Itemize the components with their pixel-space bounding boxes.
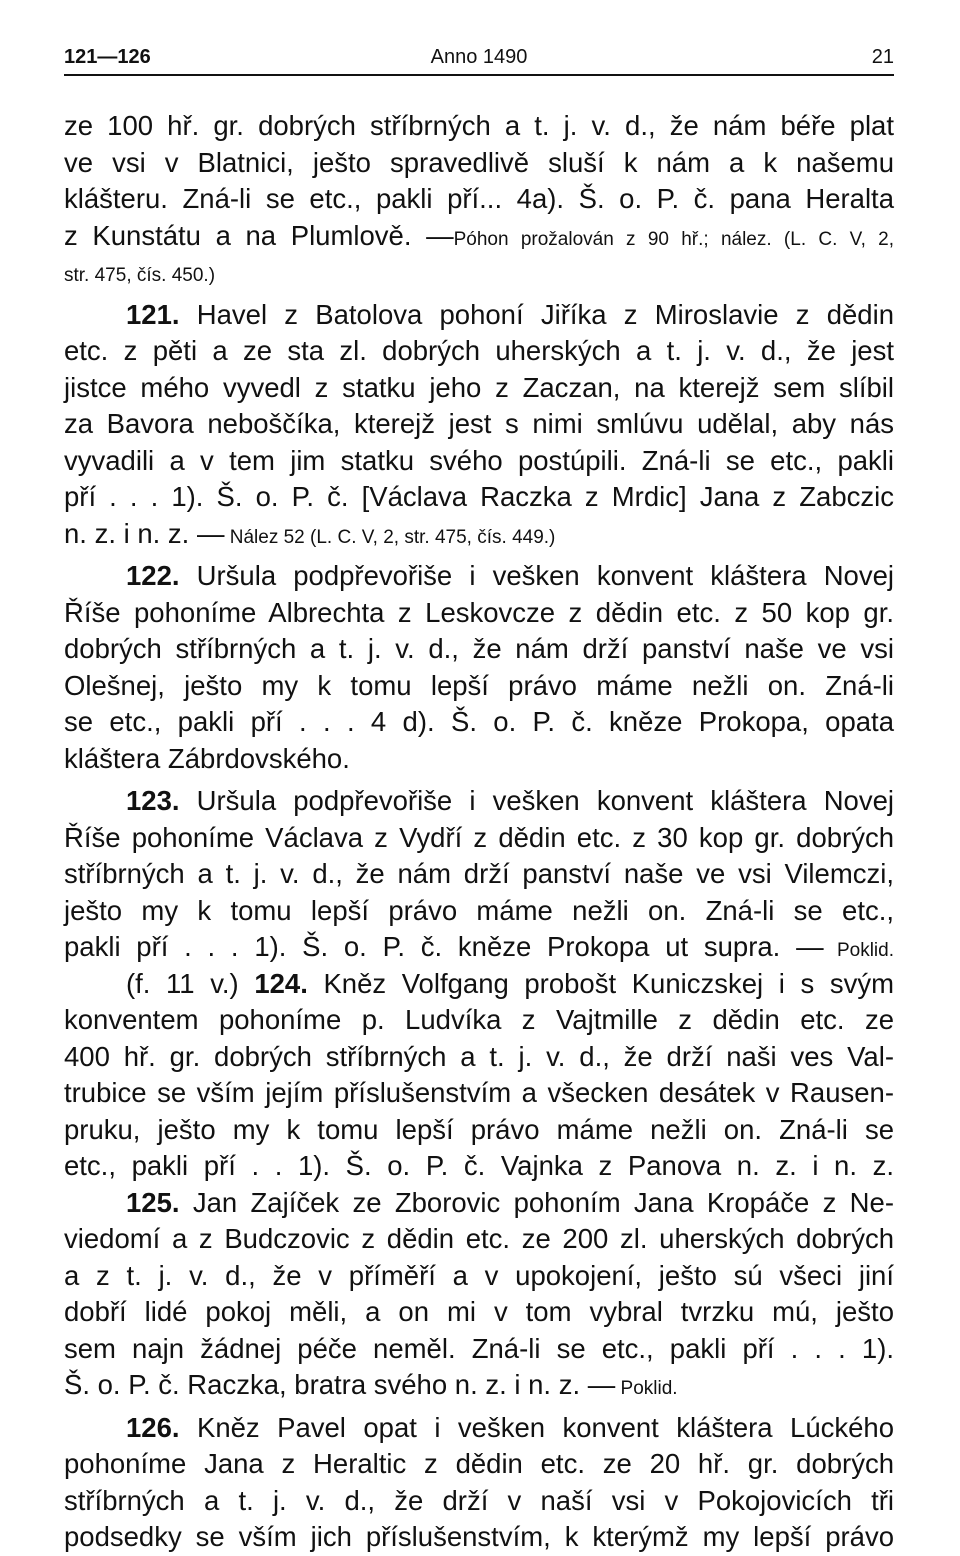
text-line: [64, 1185, 894, 1222]
body-text: [64, 108, 894, 1556]
note-text: Poklid.: [823, 940, 894, 961]
text-line: [64, 1483, 894, 1520]
text-line: [64, 297, 894, 334]
line-text: za Bavora neboščíka, kterejž jest s nimi smlúvu udělal, aby nás: [64, 408, 894, 439]
page-header: [64, 42, 894, 72]
text-line: [64, 595, 894, 632]
text-line: [64, 370, 894, 407]
line-text: Jan Zajíček ze Zborovic pohoním Jana Kropáče z Ne-: [179, 1186, 894, 1218]
note-text: str. 475, čís. 450.): [64, 265, 216, 286]
line-text: dobří lidé pokoj měli, a on mi v tom vybral tvrzku mú, ješto: [64, 1296, 894, 1327]
entry-number: 124.: [254, 967, 308, 999]
text-line: [64, 443, 894, 480]
text-line: [64, 1519, 894, 1556]
line-text: vyvadili a v tem jim statku svého postúpili. Zná-li se etc., pakli: [64, 444, 894, 476]
text-line: [64, 856, 894, 893]
text-line: [64, 479, 894, 516]
running-title: Anno 1490: [430, 46, 528, 68]
text-line: [64, 783, 894, 820]
entry-number: 123.: [126, 785, 180, 816]
line-text: se etc., pakli pří . . . 4 d). Š. o. P. č. kněze Prokopa, opata: [64, 706, 894, 737]
line-text: Olešnej, ješto my k tomu lepší právo máme nežli on. Zná-li: [64, 669, 894, 701]
note-text: Póhon prožalován z 90 hř.; nález. (L. C. V, 2,: [453, 228, 894, 250]
header-rule: [64, 74, 894, 76]
entry-range: 121—126: [64, 46, 151, 68]
line-text: Říše pohoníme Albrechta z Leskovcze z dědin etc. z 50 kop gr.: [64, 596, 894, 628]
text-line: [64, 704, 894, 741]
entry-number: 121.: [126, 298, 180, 330]
line-text: 400 hř. gr. dobrých stříbrných a t. j. v. d., že drží naši ves Val-: [64, 1040, 894, 1072]
text-line: [64, 741, 894, 778]
line-text: Uršula podpřevořiše i vešken konvent kláštera Novej: [179, 785, 894, 816]
text-line: [64, 668, 894, 705]
text-line: [64, 558, 894, 595]
text-line: [64, 145, 894, 182]
entry-number: 122.: [126, 560, 180, 591]
text-line: [64, 108, 894, 145]
entry-number: 126.: [126, 1411, 180, 1443]
line-text: Uršula podpřevořiše i vešken konvent kláštera Novej: [179, 560, 894, 591]
text-line: [64, 1002, 894, 1039]
line-text: stříbrných a t. j. v. d., že nám drží panství naše ve vsi Vilemczi,: [64, 858, 894, 889]
line-text: pakli pří . . . 1). Š. o. P. č. kněze Prokopa ut supra. —: [64, 931, 824, 962]
text-line: [64, 820, 894, 857]
line-text: ješto my k tomu lepší právo máme nežli on. Zná-li se etc.,: [64, 894, 894, 926]
line-text: kláštera Zábrdovského.: [64, 742, 350, 774]
text-line: [64, 1075, 894, 1112]
text-line: [64, 1148, 894, 1185]
line-text: ze 100 hř. gr. dobrých stříbrných a t. j. v. d., že nám béře plat: [64, 110, 894, 141]
text-line: [64, 929, 894, 966]
text-line: [64, 1446, 894, 1483]
page-number: 21: [871, 46, 894, 68]
line-text: Kněz Volfgang probošt Kuniczskej i s svým: [307, 967, 894, 999]
line-text: konventem pohoníme p. Ludvíka z Vajtmille z dědin etc. ze: [64, 1004, 894, 1035]
text-line: [64, 631, 894, 668]
text-line: [64, 1258, 894, 1295]
text-line: [64, 181, 894, 218]
line-text: Havel z Batolova pohoní Jiříka z Miroslavie z dědin: [179, 298, 894, 330]
line-text: dobrých stříbrných a t. j. v. d., že nám drží panství naše ve vsi: [64, 633, 894, 664]
text-line: [64, 1112, 894, 1149]
line-text: n. z. i n. z. —: [64, 517, 225, 549]
line-text: viedomí a z Budczovic z dědin etc. ze 200 zl. uherských dobrých: [64, 1223, 894, 1254]
line-text: pohoníme Jana z Heraltic z dědin etc. ze 20 hř. gr. dobrých: [64, 1448, 894, 1479]
line-text: sem najn žádnej péče neměl. Zná-li se etc., pakli pří . . . 1).: [64, 1332, 894, 1364]
line-text: etc. z pěti a ze sta zl. dobrých uherských a t. j. v. d., že jest: [64, 335, 894, 366]
text-line: [64, 333, 894, 370]
line-text: Š. o. P. č. Raczka, bratra svého n. z. i n. z. —: [64, 1369, 616, 1400]
line-text: Kněz Pavel opat i vešken konvent kláštera Lúckého: [179, 1411, 894, 1443]
text-line: [64, 1039, 894, 1076]
entry-number: 125.: [126, 1186, 180, 1218]
line-text: stříbrných a t. j. v. d., že drží v naší vsi v Pokojovicích tři: [64, 1484, 894, 1516]
text-line: [64, 254, 894, 291]
text-line: [64, 1410, 894, 1447]
text-line: [64, 893, 894, 930]
line-text: klášteru. Zná-li se etc., pakli pří... 4a). Š. o. P. č. pana Heralta: [64, 183, 894, 214]
line-text: etc., pakli pří . . 1). Š. o. P. č. Vajnka z Panova n. z. i n. z.: [64, 1150, 894, 1181]
line-text: a z t. j. v. d., že v příměří a v upokojení, ješto sú všeci jiní: [64, 1259, 894, 1291]
line-text: podsedky se vším jich příslušenstvím, k kterýmž my lepší právo: [64, 1521, 894, 1552]
text-line: [64, 516, 894, 553]
line-text: ve vsi v Blatnici, ješto spravedlivě sluší k nám a k našemu: [64, 146, 894, 178]
text-line: [64, 1331, 894, 1368]
line-text: Říše pohoníme Václava z Vydří z dědin etc. z 30 kop gr. dobrých: [64, 821, 894, 853]
line-text: pří . . . 1). Š. o. P. č. [Václava Raczka z Mrdic] Jana z Zabczic: [64, 481, 894, 512]
line-text: pruku, ješto my k tomu lepší právo máme nežli on. Zná-li se: [64, 1113, 894, 1145]
text-line: [64, 1294, 894, 1331]
line-text: jistce mého vyvedl z statku jeho z Zaczan, na kterejž sem slíbil: [64, 371, 894, 403]
text-line: [64, 1367, 894, 1404]
text-line: [64, 966, 894, 1003]
line-text: z Kunstátu a na Plumlově. —: [64, 219, 454, 251]
text-line: [64, 406, 894, 443]
text-line: [64, 218, 894, 255]
note-text: Nález 52 (L. C. V, 2, str. 475, čís. 449.): [224, 526, 556, 548]
note-text: Poklid.: [615, 1378, 678, 1399]
folio-ref: (f. 11 v.): [126, 967, 255, 999]
text-line: [64, 1221, 894, 1258]
line-text: trubice se vším jejím příslušenstvím a všecken desátek v Rausen-: [64, 1077, 894, 1108]
